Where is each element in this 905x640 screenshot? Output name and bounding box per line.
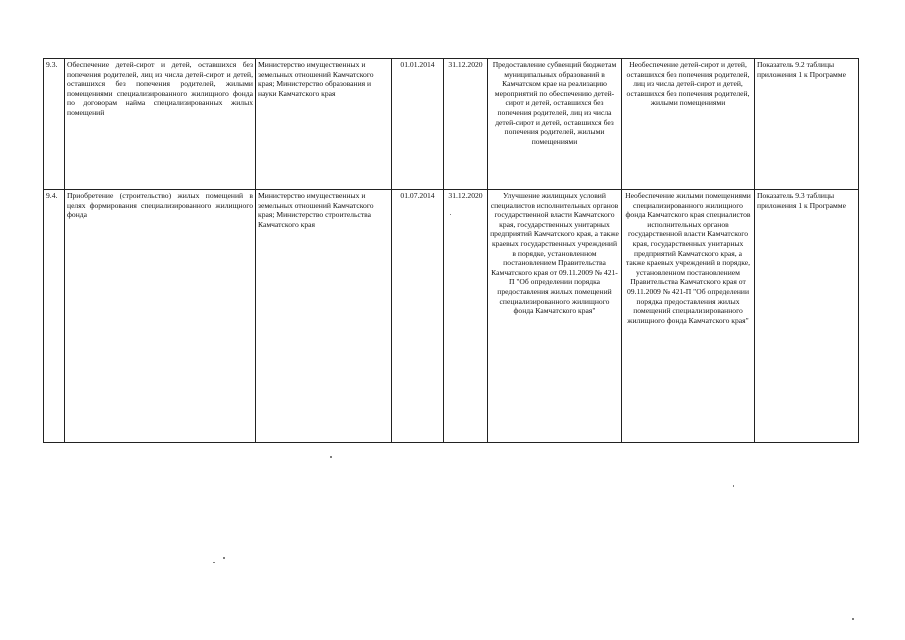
row-number: 9.3.	[44, 59, 65, 190]
start-date: 01.07.2014	[392, 190, 444, 443]
scan-speck	[223, 557, 225, 559]
activity-name: Обеспечение детей-сирот и детей, оставшихся без попечения родителей, лиц из числа детей-сирот и детей, оставшихся без попечения родителей, жилыми помещениями специализированного жилищного фонда по договорам найма специализированных жилых помещений	[65, 59, 256, 190]
non-implementation-consequence: Необеспечение жилыми помещениями специализированного жилищного фонда Камчатского края специалистов исполнительных органов государственной власти Камчатского края, государственных унитарных предприятий Камчатского края, а также краевых учреждений в порядке, установленном постановлением Правительства Камчатского края от 09.11.2009 № 421-П "Об определении порядка предоставления жилых помещений специализированного жилищного фонда Камчатского края"	[622, 190, 755, 443]
indicator-link: Показатель 9.3 таблицы приложения 1 к Программе	[755, 190, 859, 443]
table-row	[44, 59, 859, 190]
end-date: 31.12.2020	[444, 190, 488, 443]
program-activities-table	[43, 58, 859, 443]
responsible-executor: Министерство имущественных и земельных отношений Камчатского края; Министерство строительства Камчатского края	[256, 190, 392, 443]
row-number: 9.4.	[44, 190, 65, 443]
end-date: 31.12.2020	[444, 59, 488, 190]
table-row	[44, 190, 859, 443]
indicator-link: Показатель 9.2 таблицы приложения 1 к Программе	[755, 59, 859, 190]
expected-result: Предоставление субвенций бюджетам муниципальных образований в Камчатском крае на реализацию мероприятий по обеспечению детей-сирот и детей, оставшихся без попечения родителей, лиц из числа детей-сирот и детей, оставшихся без попечения родителей, жилыми помещениями	[488, 59, 622, 190]
expected-result: Улучшение жилищных условий специалистов исполнительных органов государственной власти Камчатского края, государственных унитарных предприятий Камчатского края, а также краевых государственных учреждений в порядке, установленном постановлением Правительства Камчатского края от 09.11.2009 № 421-П "Об определении порядка предоставления жилых помещений специализированного жилищного фонда Камчатского края"	[488, 190, 622, 443]
activity-name: Приобретение (строительство) жилых помещений в целях формирования специализированного жилищного фонда	[65, 190, 256, 443]
scan-speck	[852, 618, 854, 620]
scan-speck	[330, 456, 332, 458]
scan-speck	[733, 485, 734, 487]
responsible-executor: Министерство имущественных и земельных отношений Камчатского края; Министерство образования и науки Камчатского края	[256, 59, 392, 190]
scan-speck	[450, 214, 451, 215]
non-implementation-consequence: Необеспечение детей-сирот и детей, оставшихся без попечения родителей, лиц из числа детей-сирот и детей, оставшихся без попечения родителей, жилыми помещениями	[622, 59, 755, 190]
scan-speck	[213, 562, 215, 563]
start-date: 01.01.2014	[392, 59, 444, 190]
